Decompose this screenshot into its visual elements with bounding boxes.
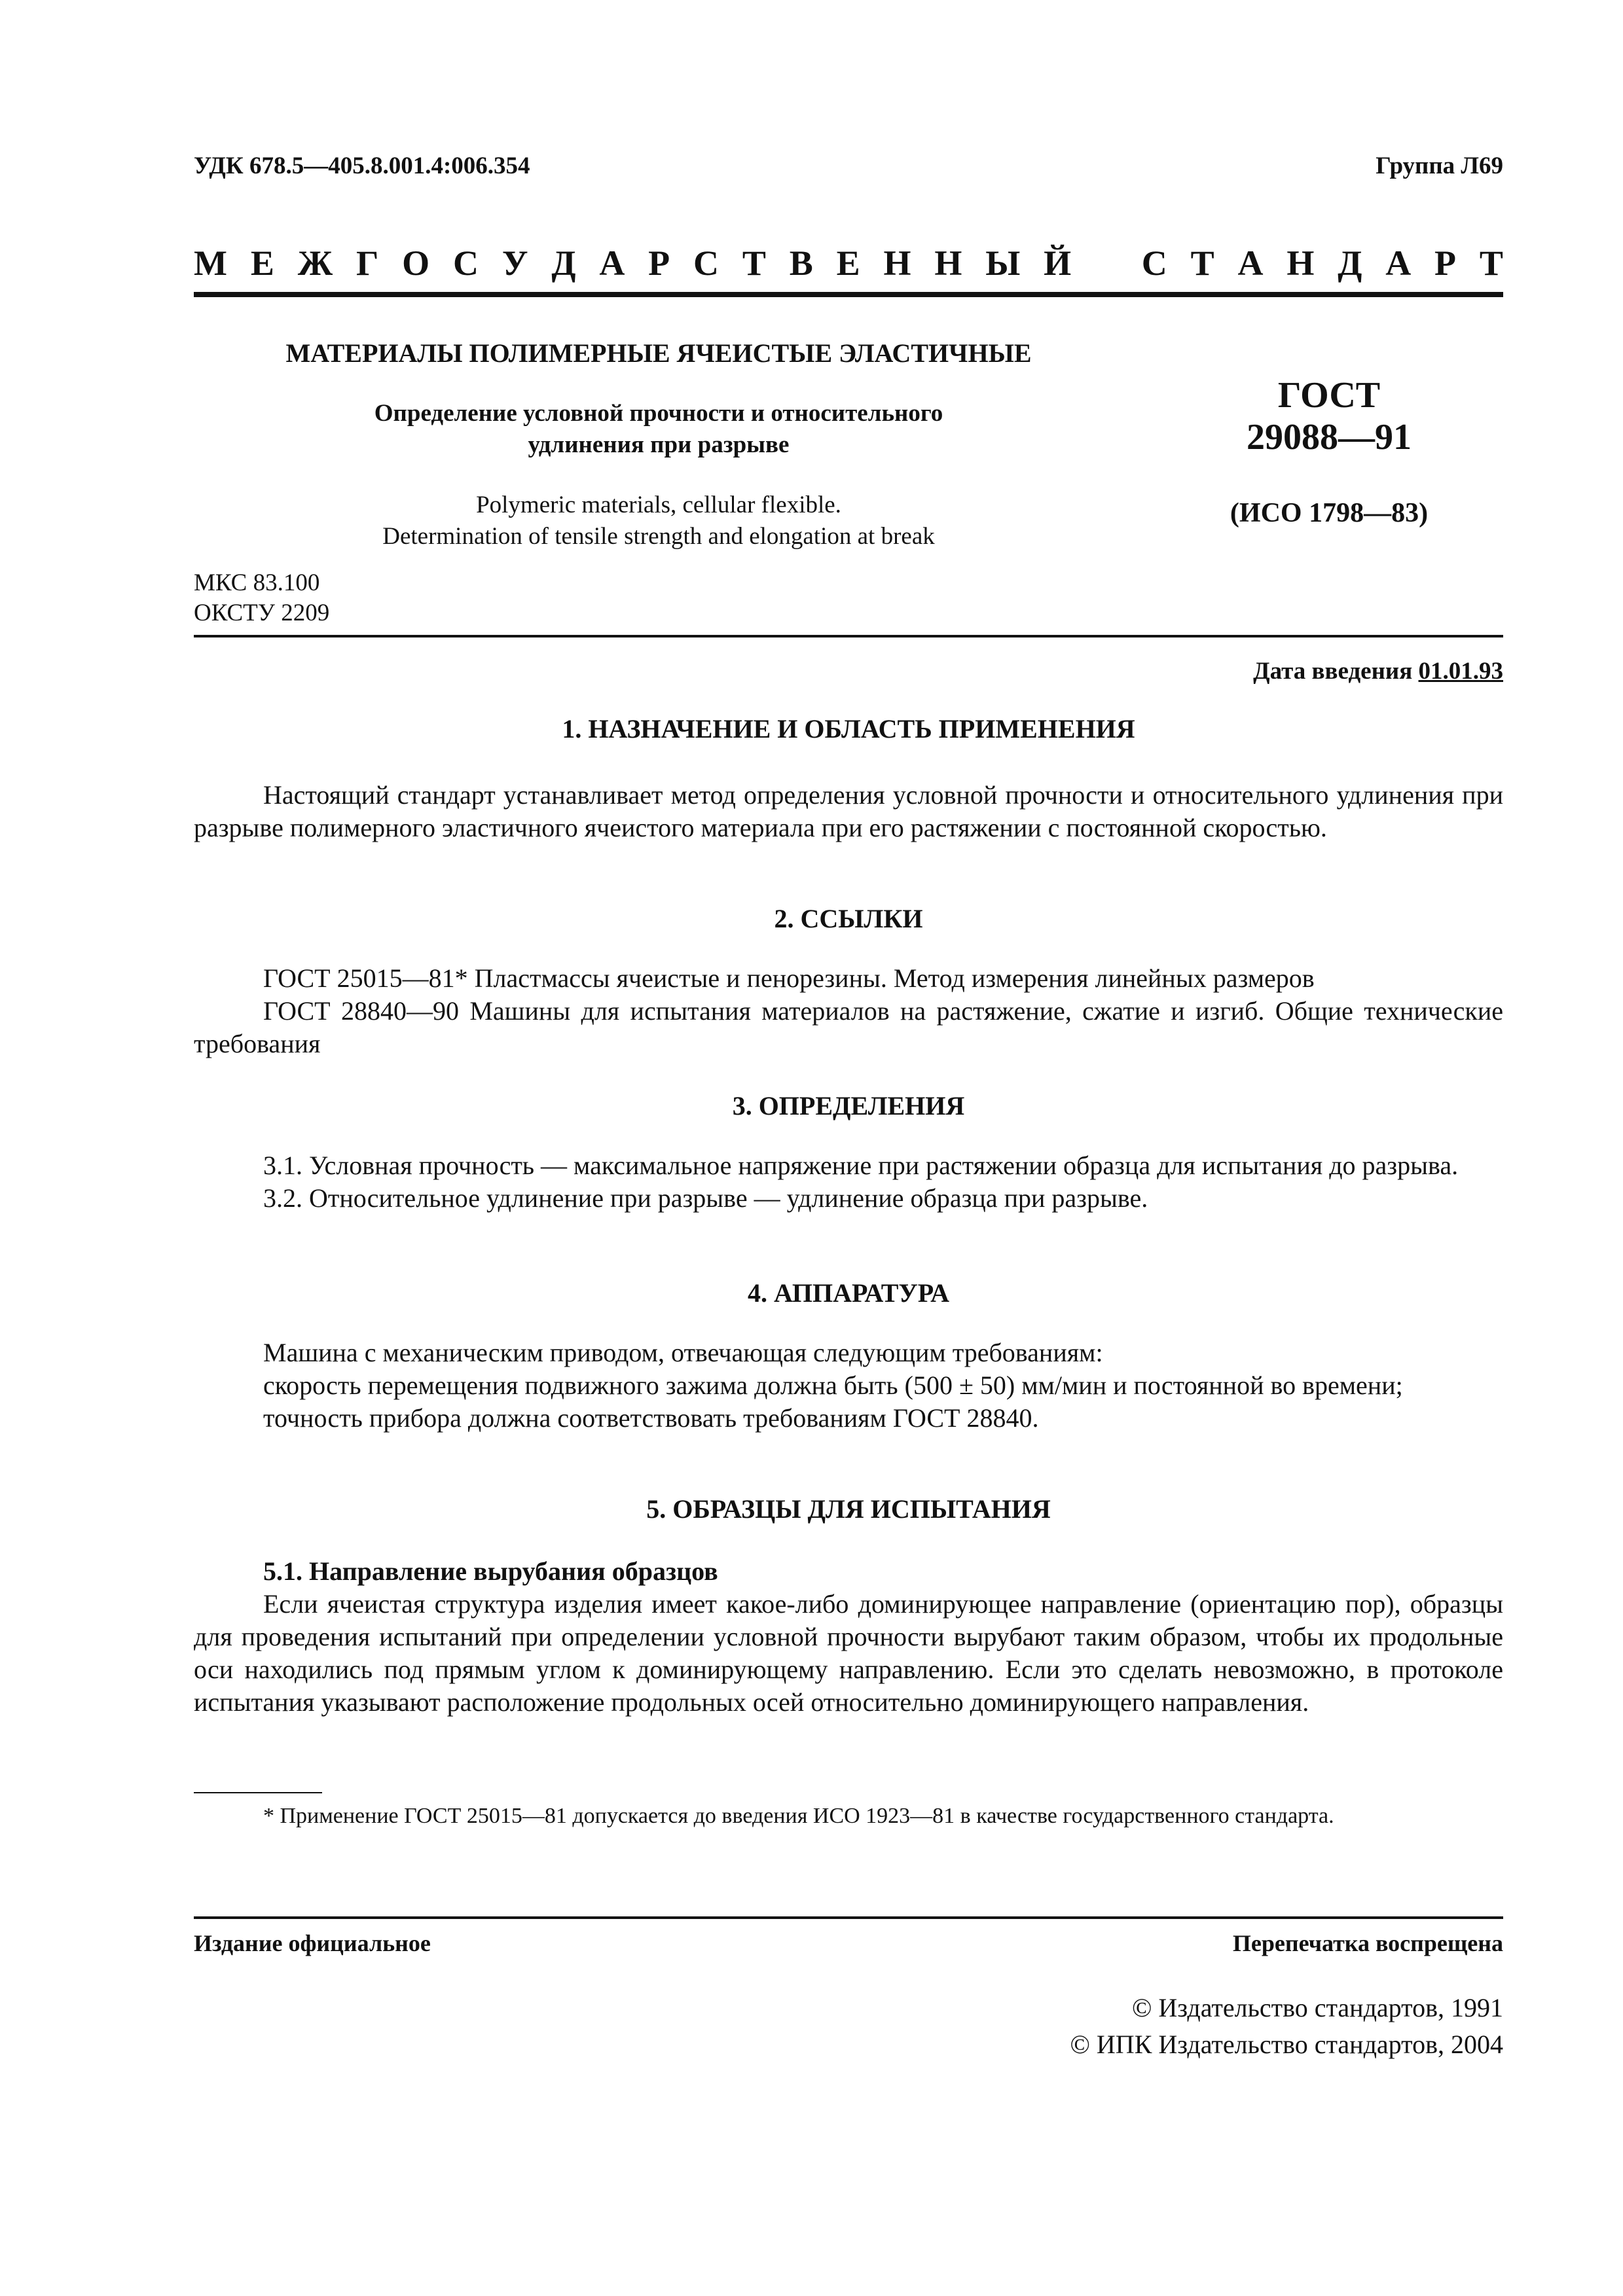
okstu-code: ОКСТУ 2209	[194, 600, 330, 626]
classification-codes	[194, 568, 329, 628]
english-title	[194, 490, 1123, 552]
english-title-line: Polymeric materials, cellular flexible.	[476, 492, 841, 518]
banner-letter: Н	[1286, 243, 1315, 283]
section-body	[194, 1555, 1503, 1719]
banner-letter: Р	[648, 243, 670, 283]
iso-equivalent: (ИСО 1798—83)	[1230, 498, 1429, 528]
banner-letter: Т	[1190, 243, 1214, 283]
definition-item: 3.1. Условная прочность — максимальное напряжение при растяжении образца для испытания до разрыва.	[263, 1151, 1459, 1180]
gost-designation	[1152, 374, 1506, 458]
banner-letter: Д	[1338, 243, 1362, 283]
english-title-line: Determination of tensile strength and elongation at break	[382, 523, 935, 550]
banner-letter: Ы	[985, 243, 1021, 283]
date-value: 01.01.93	[1418, 658, 1503, 685]
banner-letter: С	[453, 243, 479, 283]
header-rule	[194, 292, 1503, 297]
section-heading: 5. ОБРАЗЦЫ ДЛЯ ИСПЫТАНИЯ	[646, 1494, 1051, 1524]
interstate-standard-banner	[194, 243, 1503, 283]
banner-letter: Д	[551, 243, 576, 283]
banner-letter: Р	[1434, 243, 1457, 283]
banner-letter: А	[1385, 243, 1412, 283]
section-heading: 4. АППАРАТУРА	[748, 1278, 949, 1308]
subtitle-line: удлинения при разрыве	[528, 431, 790, 458]
banner-letter: Т	[1479, 243, 1503, 283]
banner-letter: Ж	[297, 243, 333, 283]
banner-letter: А	[1237, 243, 1264, 283]
reference-item: ГОСТ 25015—81* Пластмассы ячеистые и пенорезины. Метод измерения линейных размеров	[263, 963, 1315, 993]
introduction-date	[1253, 657, 1503, 685]
banner-letter: С	[1141, 243, 1167, 283]
subtitle-line: Определение условной прочности и относительного	[374, 400, 943, 427]
section-body	[194, 1149, 1503, 1215]
banner-letter: С	[693, 243, 720, 283]
group-code: Группа Л69	[1376, 152, 1503, 179]
footnote-rule	[194, 1792, 322, 1793]
copyright-line: © Издательство стандартов, 1991	[1131, 1993, 1503, 2022]
reference-item: ГОСТ 28840—90 Машины для испытания материалов на растяжение, сжатие и изгиб. Общие технические требования	[194, 996, 1503, 1058]
section-heading: 1. НАЗНАЧЕНИЕ И ОБЛАСТЬ ПРИМЕНЕНИЯ	[562, 714, 1135, 744]
paragraph: Настоящий стандарт устанавливает метод определения условной прочности и относительного удлинения при разрыве полимерного эластичного ячеистого материала при его растяжении с постоянной скоростью.	[194, 780, 1503, 842]
edition-note: Издание официальное	[194, 1930, 431, 1956]
banner-letter: В	[789, 243, 813, 283]
banner-letter: О	[402, 243, 430, 283]
document-subtitle	[194, 398, 1123, 461]
section-heading: 3. ОПРЕДЕЛЕНИЯ	[732, 1091, 965, 1121]
footnote	[194, 1801, 1503, 1831]
document-title: МАТЕРИАЛЫ ПОЛИМЕРНЫЕ ЯЧЕИСТЫЕ ЭЛАСТИЧНЫЕ	[285, 338, 1032, 368]
definition-item: 3.2. Относительное удлинение при разрыве — удлинение образца при разрыве.	[263, 1183, 1148, 1213]
banner-letter: Т	[742, 243, 766, 283]
banner-letter: Й	[1044, 243, 1072, 283]
banner-letter: М	[194, 243, 227, 283]
banner-letter: А	[599, 243, 625, 283]
subsection-heading: 5.1. Направление вырубания образцов	[263, 1556, 718, 1586]
banner-letter: Е	[250, 243, 274, 283]
banner-letter: Г	[356, 243, 379, 283]
paragraph: Если ячеистая структура изделия имеет какое-либо доминирующее направление (ориентацию пор), образцы для проведения испытаний при определении условной прочности вырубают таким образом, чтобы их продольные оси находились под прямым углом к доминирующему направлению. Если это сделать невозможно, в протоколе испытания указывают расположение продольных осей относительно доминирующего направления.	[194, 1589, 1503, 1717]
section-body	[194, 1336, 1503, 1435]
banner-letter: Н	[883, 243, 911, 283]
section-heading: 2. ССЫЛКИ	[774, 904, 923, 933]
reprint-note: Перепечатка воспрещена	[1232, 1930, 1503, 1956]
section-body	[194, 962, 1503, 1060]
banner-letter: У	[501, 243, 528, 283]
paragraph: точность прибора должна соответствовать требованиям ГОСТ 28840.	[263, 1403, 1039, 1433]
mks-code: МКС 83.100	[194, 569, 320, 596]
banner-letter: Е	[836, 243, 860, 283]
udk-code: УДК 678.5—405.8.001.4:006.354	[194, 152, 530, 179]
banner-gap	[1095, 243, 1118, 283]
copyright-line: © ИПК Издательство стандартов, 2004	[1070, 2030, 1503, 2059]
footer-rule	[194, 1916, 1503, 1919]
banner-letter: Н	[934, 243, 962, 283]
paragraph: скорость перемещения подвижного зажима должна быть (500 ± 50) мм/мин и постоянной во времени;	[263, 1371, 1403, 1400]
paragraph: Машина с механическим приводом, отвечающая следующим требованиям:	[263, 1338, 1103, 1367]
date-label: Дата введения	[1253, 658, 1413, 685]
title-block-rule	[194, 635, 1503, 637]
section-body	[194, 779, 1503, 844]
copyright-block	[1070, 1990, 1503, 2063]
footnote-text: * Применение ГОСТ 25015—81 допускается до введения ИСО 1923—81 в качестве государственного стандарта.	[263, 1804, 1334, 1828]
gost-label: ГОСТ	[1277, 375, 1381, 416]
gost-number: 29088—91	[1247, 417, 1412, 457]
